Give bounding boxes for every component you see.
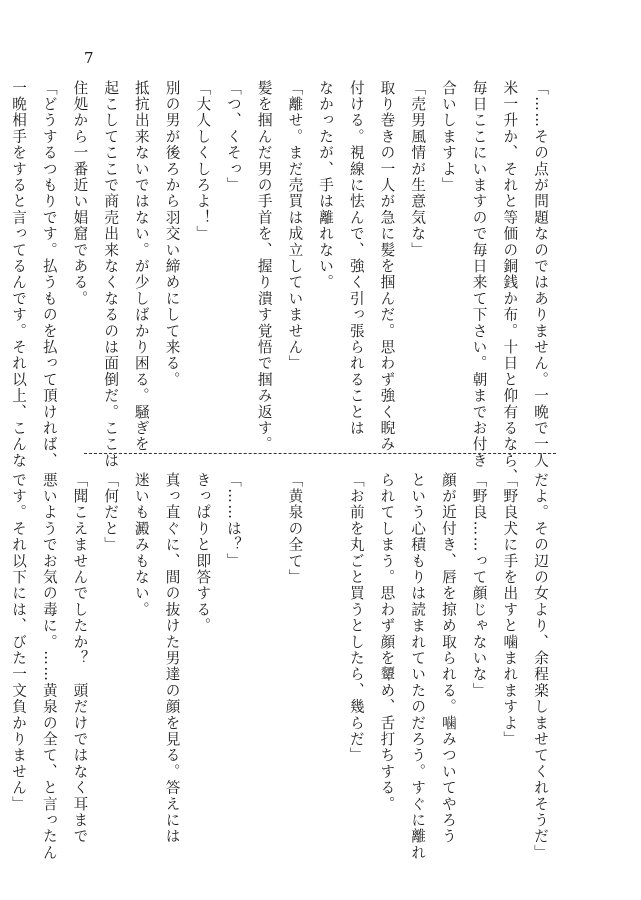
text-line: 「売男風情が生意気な」	[409, 80, 427, 259]
text-line: 別の男が後ろから羽交い締めにして来る。	[163, 80, 181, 388]
text-line: 「野良……って顔じゃないな」	[470, 472, 488, 699]
text-line: 「黄泉の全て」	[286, 472, 304, 586]
text-line: 「お前を丸ごと買うとしたら、幾らだ」	[347, 472, 365, 764]
text-line: 「……は？」	[224, 472, 242, 570]
text-line: られてしまう。思わず顔を顰め、舌打ちする。	[378, 472, 396, 813]
text-line: 「つ、くそっ」	[224, 80, 242, 194]
text-line: 真っ直ぐに、間の抜けた男達の顔を見る。答えには	[163, 472, 181, 845]
text-line: 髪を掴んだ男の手首を、握り潰す覚悟で掴み返す。	[255, 80, 273, 453]
text-line: 抵抗出来ないではない。が少しばかり困る。騒ぎを	[132, 80, 150, 453]
text-line: 「離せ。まだ売買は成立していません」	[286, 80, 304, 372]
text-line: なかったが、手は離れない。	[317, 80, 335, 291]
text-line: 付ける。視線に怯んで、強く引っ張られることは	[347, 80, 365, 437]
text-line: 取り巻きの一人が急に髪を掴んだ。思わず強く睨み	[378, 80, 396, 453]
text-line: 「何だと」	[102, 472, 120, 553]
text-line	[248, 472, 279, 834]
text-line: 起こしてここで商売出来なくなるのは面倒だ。ここは	[102, 80, 120, 469]
text-line: きっぱりと即答する。	[194, 472, 212, 634]
text-line: 「どうするつもりです。払うものを払って頂ければ、	[40, 80, 58, 469]
text-line: 「大人しくしろよ！」	[194, 80, 212, 242]
text-line: 合いしますよ」	[439, 80, 457, 194]
text-line: 「聞こえませんでしたか？ 頭だけではなく耳まで	[71, 472, 89, 845]
text-line: 「……その点が問題なのではありません。一晩で一人	[532, 80, 549, 469]
text-line: だよ。その辺の女より、余程楽しませてくれそうだ」	[532, 472, 549, 861]
text-line: 一晩相手をすると言ってるんです。それ以上、こんな	[10, 80, 28, 469]
text-line: 迷いも澱みもない。	[132, 472, 150, 618]
lower-text-block	[10, 472, 555, 861]
text-line	[309, 472, 340, 834]
page-number: 7	[84, 49, 94, 67]
text-line: 「野良犬に手を出すと噛まれますよ」	[501, 472, 519, 748]
text-line: 毎日ここにいますので毎日来て下さい。朝までお付き	[470, 80, 488, 469]
text-line: 米一升か、それと等価の銅銭か布。十日と仰有るなら、	[501, 80, 519, 485]
text-line: 顔が近付き、唇を掠め取られる。噛みついてやろう	[439, 472, 457, 845]
text-line: という心積もりは読まれていたのだろう。すぐに離れ	[409, 472, 427, 861]
text-line: です。それ以下には、びた一文負かりません」	[10, 472, 28, 813]
upper-text-block	[10, 80, 555, 485]
text-line: 住処から一番近い娼窟である。	[71, 80, 89, 307]
section-divider	[84, 453, 556, 454]
text-line: 悪いようでお気の毒に。……黄泉の全て、と言ったん	[40, 472, 58, 861]
